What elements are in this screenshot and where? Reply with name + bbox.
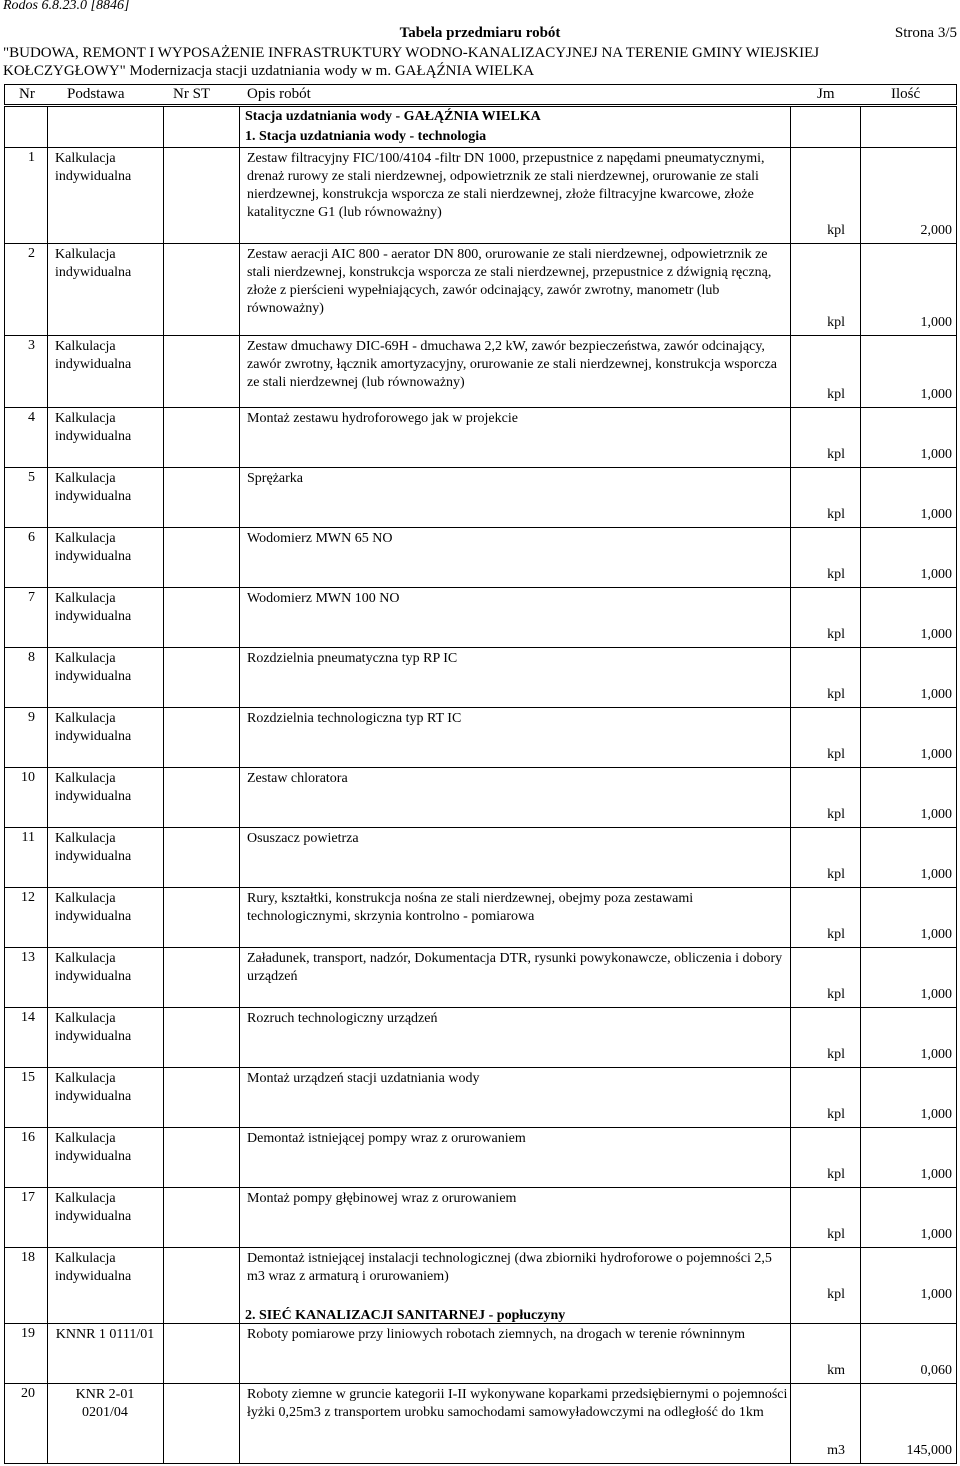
section-1-title: 1. Stacja uzdatniania wody - technologia xyxy=(245,129,487,144)
row-quantity: 1,000 xyxy=(920,627,952,642)
row-separator xyxy=(5,767,956,768)
section-2-title: 2. SIEĆ KANALIZACJI SANITARNEJ - popłuczyny xyxy=(245,1308,566,1323)
row-quantity: 1,000 xyxy=(920,927,952,942)
row-description: Sprężarka xyxy=(247,471,303,486)
row-number: 5 xyxy=(28,470,35,485)
row-quantity: 1,000 xyxy=(920,315,952,330)
row-unit: kpl xyxy=(827,687,845,702)
row-unit: kpl xyxy=(827,927,845,942)
row-separator xyxy=(5,1247,956,1248)
row-number: 2 xyxy=(28,246,35,261)
row-quantity: 1,000 xyxy=(920,387,952,402)
row-separator xyxy=(5,1067,956,1068)
row-separator xyxy=(5,827,956,828)
row-number: 13 xyxy=(21,950,35,965)
header-nrst: Nr ST xyxy=(173,86,211,102)
row-unit: kpl xyxy=(827,567,845,582)
row-description: Roboty ziemne w gruncie kategorii I-II wykonywane koparkami przedsiębiernymi o pojemności łyżki 0,25m3 z transportem urobku samochodami samowyładowczymi na odległość do 1km xyxy=(247,1387,788,1420)
row-basis: Kalkulacja indywidualna xyxy=(55,1251,132,1284)
row-description: Zestaw aeracji AIC 800 - aerator DN 800, orurowanie ze stali nierdzewnej, odpowietrznik ze stali nierdzewnej, konstrukcja wsporcza ze stali nierdzewnej, przepustnice z dźwignią ręczną, złoże z pierścieni wypełniających, zawór odcinający, zawór zwrotny, manometr (lub równoważny) xyxy=(247,247,772,316)
row-separator xyxy=(5,1323,956,1324)
row-unit: kpl xyxy=(827,223,845,238)
row-separator xyxy=(5,147,956,148)
row-separator xyxy=(5,243,956,244)
row-number: 4 xyxy=(28,410,35,425)
row-description: Rozdzielnia technologiczna typ RT IC xyxy=(247,711,462,726)
row-description: Rozdzielnia pneumatyczna typ RP IC xyxy=(247,651,458,666)
row-unit: kpl xyxy=(827,507,845,522)
row-quantity: 1,000 xyxy=(920,1167,952,1182)
row-separator xyxy=(5,647,956,648)
row-quantity: 1,000 xyxy=(920,567,952,582)
project-name-line2: KOŁCZYGŁOWY" Modernizacja stacji uzdatniania wody w m. GAŁĄŹNIA WIELKA xyxy=(3,63,535,79)
estimate-table xyxy=(4,106,957,1464)
row-quantity: 1,000 xyxy=(920,747,952,762)
row-quantity: 145,000 xyxy=(906,1443,952,1458)
row-unit: kpl xyxy=(827,315,845,330)
row-basis: Kalkulacja indywidualna xyxy=(55,771,132,804)
row-basis: Kalkulacja indywidualna xyxy=(55,247,132,280)
row-quantity: 1,000 xyxy=(920,867,952,882)
row-separator xyxy=(5,1383,956,1384)
row-number: 20 xyxy=(21,1386,35,1401)
row-unit: kpl xyxy=(827,447,845,462)
row-separator xyxy=(5,1187,956,1188)
row-quantity: 1,000 xyxy=(920,447,952,462)
row-separator xyxy=(5,407,956,408)
row-basis: Kalkulacja indywidualna xyxy=(55,651,132,684)
row-number: 7 xyxy=(28,590,35,605)
row-number: 12 xyxy=(21,890,35,905)
row-number: 1 xyxy=(28,150,35,165)
column-divider xyxy=(239,107,240,1463)
section-main-title: Stacja uzdatniania wody - GAŁĄŹNIA WIELKA xyxy=(245,109,541,124)
header-ilosc: Ilość xyxy=(891,86,921,102)
row-description: Osuszacz powietrza xyxy=(247,831,359,846)
row-basis: KNR 2-01 0201/04 xyxy=(75,1387,135,1420)
row-separator xyxy=(5,527,956,528)
row-separator xyxy=(5,587,956,588)
row-separator xyxy=(5,335,956,336)
row-unit: kpl xyxy=(827,1047,845,1062)
row-unit: kpl xyxy=(827,807,845,822)
row-description: Zestaw dmuchawy DIC-69H - dmuchawa 2,2 kW, zawór bezpieczeństwa, zawór odcinający, zawór zwrotny, łącznik amortyzacyjny, orurowanie ze stali nierdzewnej, konstrukcja wsporcza ze stali nierdzewnej (lub równoważny) xyxy=(247,339,777,390)
app-version: Rodos 6.8.23.0 [8846] xyxy=(3,0,130,13)
row-separator xyxy=(5,947,956,948)
row-number: 10 xyxy=(21,770,35,785)
row-number: 8 xyxy=(28,650,35,665)
row-unit: m3 xyxy=(827,1443,845,1458)
row-unit: kpl xyxy=(827,747,845,762)
row-basis: Kalkulacja indywidualna xyxy=(55,411,132,444)
row-number: 15 xyxy=(21,1070,35,1085)
row-separator xyxy=(5,707,956,708)
row-description: Załadunek, transport, nadzór, Dokumentacja DTR, rysunki powykonawcze, obliczenia i dobory urządzeń xyxy=(247,951,783,984)
row-quantity: 1,000 xyxy=(920,507,952,522)
row-basis: Kalkulacja indywidualna xyxy=(55,151,132,184)
row-quantity: 1,000 xyxy=(920,987,952,1002)
header-nr: Nr xyxy=(19,86,35,102)
row-number: 18 xyxy=(21,1250,35,1265)
row-number: 19 xyxy=(21,1326,35,1341)
row-basis: Kalkulacja indywidualna xyxy=(55,591,132,624)
row-separator xyxy=(5,1007,956,1008)
row-number: 6 xyxy=(28,530,35,545)
row-number: 11 xyxy=(21,830,35,845)
row-description: Demontaż istniejącej instalacji technologicznej (dwa zbiorniki hydroforowe o pojemności 2,5 m3 wraz z armaturą i orurowaniem) xyxy=(247,1251,772,1284)
row-quantity: 1,000 xyxy=(920,807,952,822)
row-description: Zestaw chloratora xyxy=(247,771,348,786)
row-unit: kpl xyxy=(827,627,845,642)
row-separator xyxy=(5,1127,956,1128)
row-basis: Kalkulacja indywidualna xyxy=(55,1011,132,1044)
document-title: Tabela przedmiaru robót xyxy=(399,25,561,41)
row-quantity: 2,000 xyxy=(920,223,952,238)
row-quantity: 1,000 xyxy=(920,1227,952,1242)
row-basis: Kalkulacja indywidualna xyxy=(55,831,132,864)
row-description: Wodomierz MWN 65 NO xyxy=(247,531,393,546)
row-unit: kpl xyxy=(827,1107,845,1122)
row-description: Wodomierz MWN 100 NO xyxy=(247,591,400,606)
row-quantity: 1,000 xyxy=(920,687,952,702)
row-number: 17 xyxy=(21,1190,35,1205)
header-jm: Jm xyxy=(817,86,835,102)
row-separator xyxy=(5,887,956,888)
row-unit: kpl xyxy=(827,867,845,882)
row-basis: Kalkulacja indywidualna xyxy=(55,711,132,744)
header-podstawa: Podstawa xyxy=(67,86,125,102)
table-header xyxy=(4,84,957,105)
row-description: Montaż zestawu hydroforowego jak w projekcie xyxy=(247,411,518,426)
row-number: 14 xyxy=(21,1010,35,1025)
row-basis: Kalkulacja indywidualna xyxy=(55,339,132,372)
row-description: Roboty pomiarowe przy liniowych robotach ziemnych, na drogach w terenie równinnym xyxy=(247,1327,746,1342)
project-name-line1: "BUDOWA, REMONT I WYPOSAŻENIE INFRASTRUKTURY WODNO-KANALIZACYJNEJ NA TERENIE GMINY WIEJSKIEJ xyxy=(3,45,820,61)
column-divider xyxy=(860,107,861,1463)
row-unit: kpl xyxy=(827,1287,845,1302)
row-quantity: 1,000 xyxy=(920,1047,952,1062)
row-separator xyxy=(5,467,956,468)
row-description: Montaż pompy głębinowej wraz z orurowaniem xyxy=(247,1191,517,1206)
column-divider xyxy=(47,107,48,1463)
row-quantity: 1,000 xyxy=(920,1107,952,1122)
row-quantity: 1,000 xyxy=(920,1287,952,1302)
row-number: 16 xyxy=(21,1130,35,1145)
row-number: 3 xyxy=(28,338,35,353)
row-basis: KNNR 1 0111/01 xyxy=(55,1327,155,1342)
row-unit: kpl xyxy=(827,1167,845,1182)
row-basis: Kalkulacja indywidualna xyxy=(55,531,132,564)
row-description: Rozruch technologiczny urządzeń xyxy=(247,1011,438,1026)
row-description: Demontaż istniejącej pompy wraz z orurowaniem xyxy=(247,1131,526,1146)
header-opis: Opis robót xyxy=(247,86,311,102)
row-description: Rury, kształtki, konstrukcja nośna ze stali nierdzewnej, obejmy poza zestawami technologicznymi, skrzynia kontrolno - pomiarowa xyxy=(247,891,694,924)
row-description: Zestaw filtracyjny FIC/100/4104 -filtr DN 1000, przepustnice z napędami pneumatycznymi, drenaż rurowy ze stali nierdzewnej, odpowietrznik ze stali nierdzewnej, orurowanie ze stali nierdzewnej, konstrukcja wsporcza ze stali nierdzewnej, złoże filtracyjne kwarcowe, złoże katalityczne G1 (lub równoważny) xyxy=(247,151,765,220)
row-unit: kpl xyxy=(827,1227,845,1242)
row-unit: kpl xyxy=(827,987,845,1002)
row-description: Montaż urządzeń stacji uzdatniania wody xyxy=(247,1071,480,1086)
row-basis: Kalkulacja indywidualna xyxy=(55,1191,132,1224)
row-number: 9 xyxy=(28,710,35,725)
row-basis: Kalkulacja indywidualna xyxy=(55,891,132,924)
row-basis: Kalkulacja indywidualna xyxy=(55,471,132,504)
row-basis: Kalkulacja indywidualna xyxy=(55,951,132,984)
row-unit: km xyxy=(827,1363,845,1378)
row-unit: kpl xyxy=(827,387,845,402)
row-quantity: 0,060 xyxy=(920,1363,952,1378)
page-number: Strona 3/5 xyxy=(894,25,957,41)
row-basis: Kalkulacja indywidualna xyxy=(55,1071,132,1104)
row-basis: Kalkulacja indywidualna xyxy=(55,1131,132,1164)
